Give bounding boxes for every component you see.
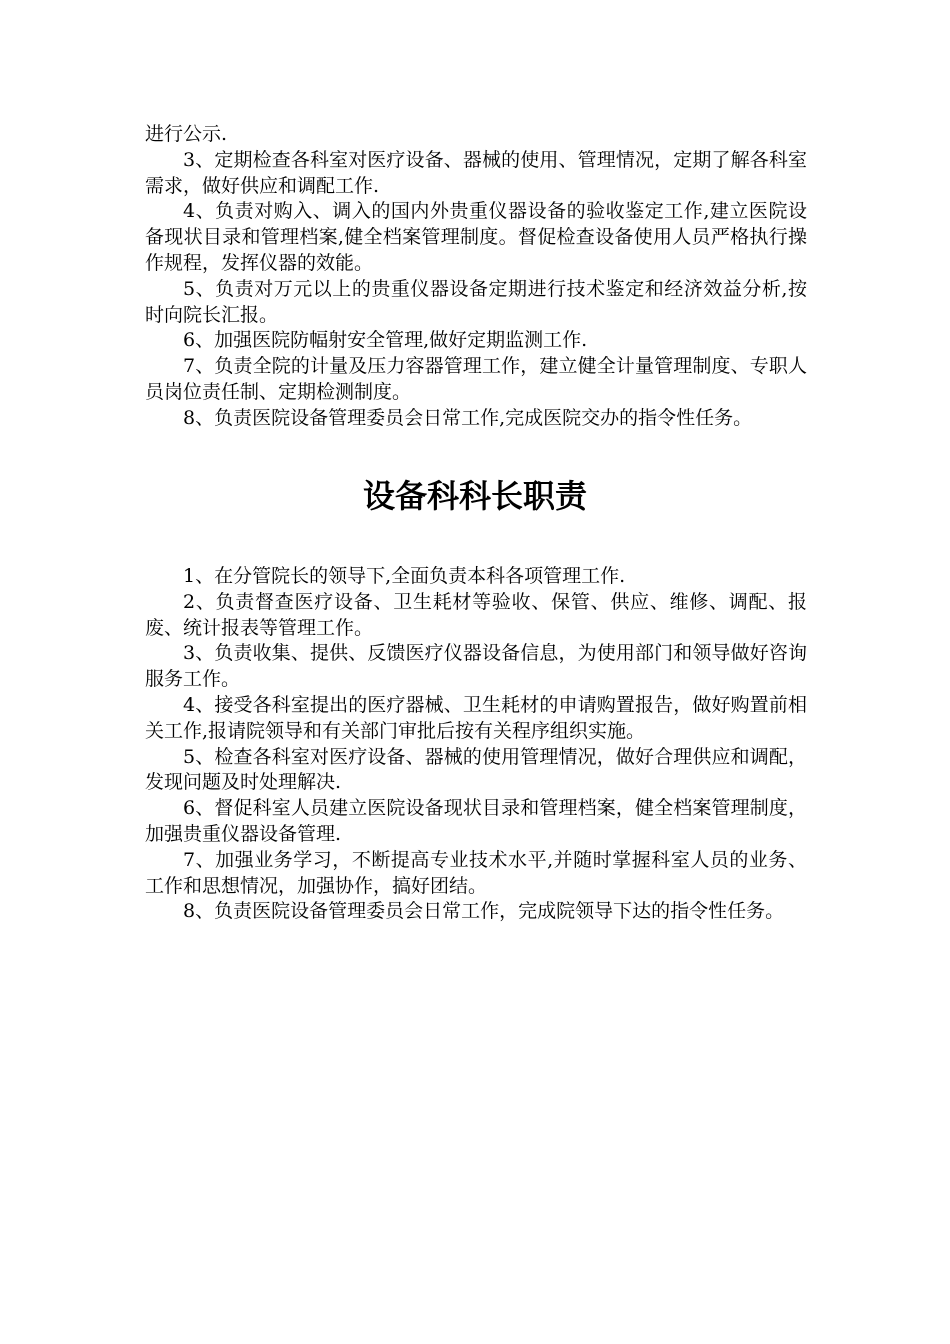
- section-2-paragraph-3: 3、负责收集、提供、反馈医疗仪器设备信息，为使用部门和领导做好咨询服务工作。: [145, 642, 807, 691]
- section-1-body: [145, 122, 807, 432]
- section-1-paragraph-4: 4、负责对购入、调入的国内外贵重仪器设备的验收鉴定工作,建立医院设备现状目录和管理档案,健全档案管理制度。督促检查设备使用人员严格执行操作规程，发挥仪器的效能。: [145, 200, 807, 274]
- section-1-paragraph-7: 7、负责全院的计量及压力容器管理工作，建立健全计量管理制度、专职人员岗位责任制、定期检测制度。: [145, 355, 807, 403]
- section-2-title: 设备科科长职责: [362, 477, 587, 515]
- section-1-paragraph-6: 6、加强医院防幅射安全管理,做好定期监测工作.: [183, 329, 588, 352]
- section-2-paragraph-2: 2、负责督查医疗设备、卫生耗材等验收、保管、供应、维修、调配、报废、统计报表等管理工作。: [145, 590, 807, 639]
- section-1-paragraph-5: 5、负责对万元以上的贵重仪器设备定期进行技术鉴定和经济效益分析,按时向院长汇报。: [145, 277, 807, 326]
- section-1-paragraph-continuation: 进行公示.: [145, 123, 228, 145]
- section-2-paragraph-4: 4、接受各科室提出的医疗器械、卫生耗材的申请购置报告，做好购置前相关工作,报请院领导和有关部门审批后按有关程序组织实施。: [145, 693, 807, 742]
- section-1-paragraph-3: 3、定期检查各科室对医疗设备、器械的使用、管理情况，定期了解各科室需求，做好供应和调配工作.: [145, 148, 807, 197]
- section-1-paragraph-8: 8、负责医院设备管理委员会日常工作,完成医院交办的指令性任务。: [183, 406, 753, 429]
- section-2-paragraph-5: 5、检查各科室对医疗设备、器械的使用管理情况，做好合理供应和调配，发现问题及时处理解决.: [145, 745, 807, 794]
- section-2-body: [145, 564, 807, 925]
- section-2-paragraph-1: 1、在分管院长的领导下,全面负责本科各项管理工作.: [183, 565, 626, 587]
- section-2-paragraph-6: 6、督促科室人员建立医院设备现状目录和管理档案，健全档案管理制度，加强贵重仪器设备管理.: [145, 797, 807, 845]
- section-2-paragraph-8: 8、负责医院设备管理委员会日常工作，完成院领导下达的指令性任务。: [183, 900, 785, 923]
- section-2-paragraph-7: 7、加强业务学习，不断提高专业技术水平,并随时掌握科室人员的业务、工作和思想情况，加强协作，搞好团结。: [145, 848, 807, 897]
